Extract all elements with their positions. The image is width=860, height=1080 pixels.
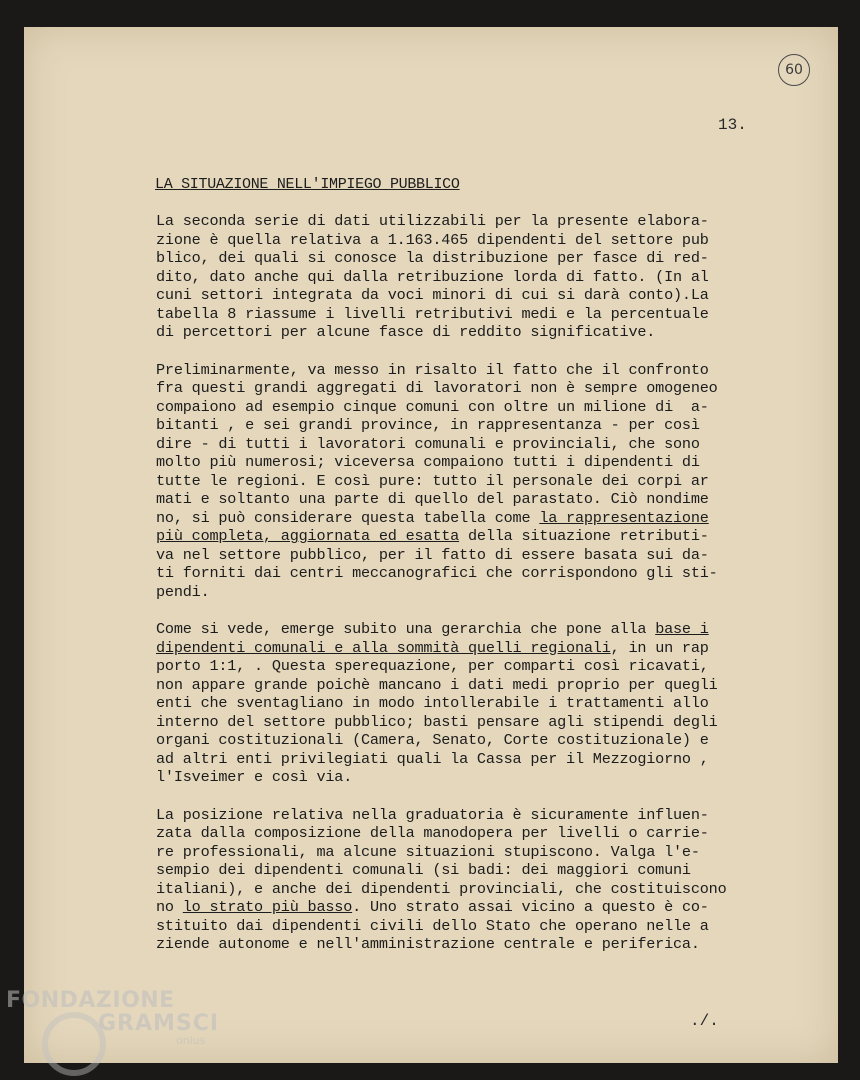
text-line (156, 713, 756, 732)
text-segment: stituito dai dipendenti civili dello Stato che operano nelle a (156, 916, 709, 935)
text-line (156, 361, 756, 380)
text-segment: no (156, 898, 183, 916)
text-line (156, 231, 756, 250)
text-segment: no, si può considerare questa tabella come (156, 508, 540, 527)
watermark-line-1: FONDAZIONE (6, 988, 175, 1013)
text-segment: Come si vede, emerge subito una gerarchia che pone alla (156, 620, 656, 638)
archive-stamp: 60 (778, 54, 810, 86)
text-line (156, 824, 756, 843)
text-segment: mati e soltanto una parte di quello del parastato. Ciò nondime (156, 490, 709, 508)
text-segment: italiani), e anche dei dipendenti provinciali, che costituiscono (156, 879, 727, 898)
underlined-text: più completa, aggiornata ed esatta (156, 527, 460, 545)
underlined-text: dipendenti comunali e alla sommità quelli regionali (156, 638, 611, 657)
text-segment: l'Isveimer e così via. (156, 768, 353, 786)
text-segment: va nel settore pubblico, per il fatto di essere basata sui da- (156, 545, 709, 564)
page-number: 13. (718, 116, 747, 134)
text-segment: porto 1:1, . Questa sperequazione, per comparti così ricavati, (156, 657, 709, 675)
text-segment: zata dalla composizione della manodopera per livelli o carrie- (156, 824, 709, 842)
text-segment: pendi. (156, 582, 210, 601)
text-segment: interno del settore pubblico; basti pensare agli stipendi degli (156, 712, 718, 731)
text-line (156, 620, 756, 639)
text-line (156, 768, 756, 787)
text-segment: fra questi grandi aggregati di lavoratori non è sempre omogeneo (156, 379, 718, 397)
text-segment: enti che sventagliano in modo intollerabile i trattamenti allo (156, 694, 709, 712)
watermark-logo-ring (42, 1012, 106, 1076)
text-line (156, 676, 756, 695)
text-line (156, 935, 756, 954)
text-segment: La seconda serie di dati utilizzabili per la presente elabora- (156, 212, 709, 230)
text-line (156, 490, 756, 509)
text-line (156, 453, 756, 472)
text-segment: tabella 8 riassume i livelli retributivi medi e la percentuale (156, 304, 709, 323)
text-line (156, 509, 756, 528)
underlined-text: lo strato più basso (182, 898, 353, 916)
text-segment: ziende autonome e nell'amministrazione centrale e periferica. (156, 935, 700, 953)
text-line (156, 564, 756, 583)
text-segment: della situazione retributi- (459, 527, 709, 545)
text-line (156, 268, 756, 287)
text-segment: zione è quella relativa a 1.163.465 dipendenti del settore pub (156, 230, 709, 249)
text-line (156, 657, 756, 676)
text-line (156, 546, 756, 565)
text-segment: La posizione relativa nella graduatoria è sicuramente influen- (156, 805, 709, 824)
watermark-line-3: onlus (176, 1034, 206, 1047)
text-line (156, 861, 756, 880)
text-segment: non appare grande poichè mancano i dati medi proprio per quegli (156, 675, 718, 694)
text-segment: cuni settori integrata da voci minori di cui si darà conto).La (156, 286, 709, 304)
text-segment: ad altri enti privilegiati quali la Cassa per il Mezzogiorno , (156, 749, 709, 768)
text-line (156, 583, 756, 602)
text-segment: molto più numerosi; viceversa compaiono tutti i dipendenti di (156, 453, 700, 471)
watermark-line-2: GRAMSCI (98, 1011, 220, 1036)
text-line (156, 212, 756, 231)
watermark (6, 988, 219, 1047)
paragraph (156, 361, 756, 602)
text-segment: organi costituzionali (Camera, Senato, Corte costituzionale) e (156, 731, 709, 749)
text-segment: . Uno strato assai vicino a questo è co- (352, 898, 709, 916)
paragraph (156, 212, 756, 342)
text-segment: dire - di tutti i lavoratori comunali e provinciali, che sono (156, 434, 700, 453)
text-segment: sempio dei dipendenti comunali (si badi: dei maggiori comuni (156, 861, 691, 879)
text-line (156, 416, 756, 435)
text-line (156, 917, 756, 936)
text-line (156, 249, 756, 268)
text-segment: dito, dato anche qui dalla retribuzione lorda di fatto. (In al (156, 267, 709, 286)
text-segment: blico, dei quali si conosce la distribuzione per fasce di red- (156, 249, 709, 267)
paragraph (156, 620, 756, 787)
text-line (156, 472, 756, 491)
text-line (156, 379, 756, 398)
underlined-text: base i (655, 620, 709, 638)
text-line (156, 843, 756, 862)
text-line (156, 398, 756, 417)
text-line (156, 305, 756, 324)
section-heading: LA SITUAZIONE NELL'IMPIEGO PUBBLICO (155, 176, 460, 193)
text-segment: bitanti , e sei grandi province, in rappresentanza - per così (156, 416, 700, 434)
text-line (156, 694, 756, 713)
body-text (156, 212, 756, 973)
text-segment: re professionali, ma alcune situazioni stupiscono. Valga l'e- (156, 842, 700, 861)
text-line (156, 323, 756, 342)
text-line (156, 806, 756, 825)
text-segment: compaiono ad esempio cinque comuni con oltre un milione di a- (156, 397, 709, 416)
text-line (156, 731, 756, 750)
underlined-text: la rappresentazione (539, 508, 709, 527)
text-line (156, 527, 756, 546)
text-line (156, 750, 756, 769)
text-line (156, 286, 756, 305)
paragraph (156, 806, 756, 954)
text-segment: ti forniti dai centri meccanografici che corrispondono gli sti- (156, 564, 718, 582)
text-line (156, 435, 756, 454)
text-line (156, 898, 756, 917)
text-line (156, 880, 756, 899)
text-line (156, 639, 756, 658)
text-segment: , in un rap (610, 638, 709, 657)
text-segment: Preliminarmente, va messo in risalto il fatto che il confronto (156, 360, 709, 379)
text-segment: di percettori per alcune fasce di reddito significative. (156, 323, 656, 341)
continuation-mark: ./. (690, 1012, 719, 1030)
text-segment: tutte le regioni. E così pure: tutto il personale dei corpi ar (156, 471, 709, 490)
